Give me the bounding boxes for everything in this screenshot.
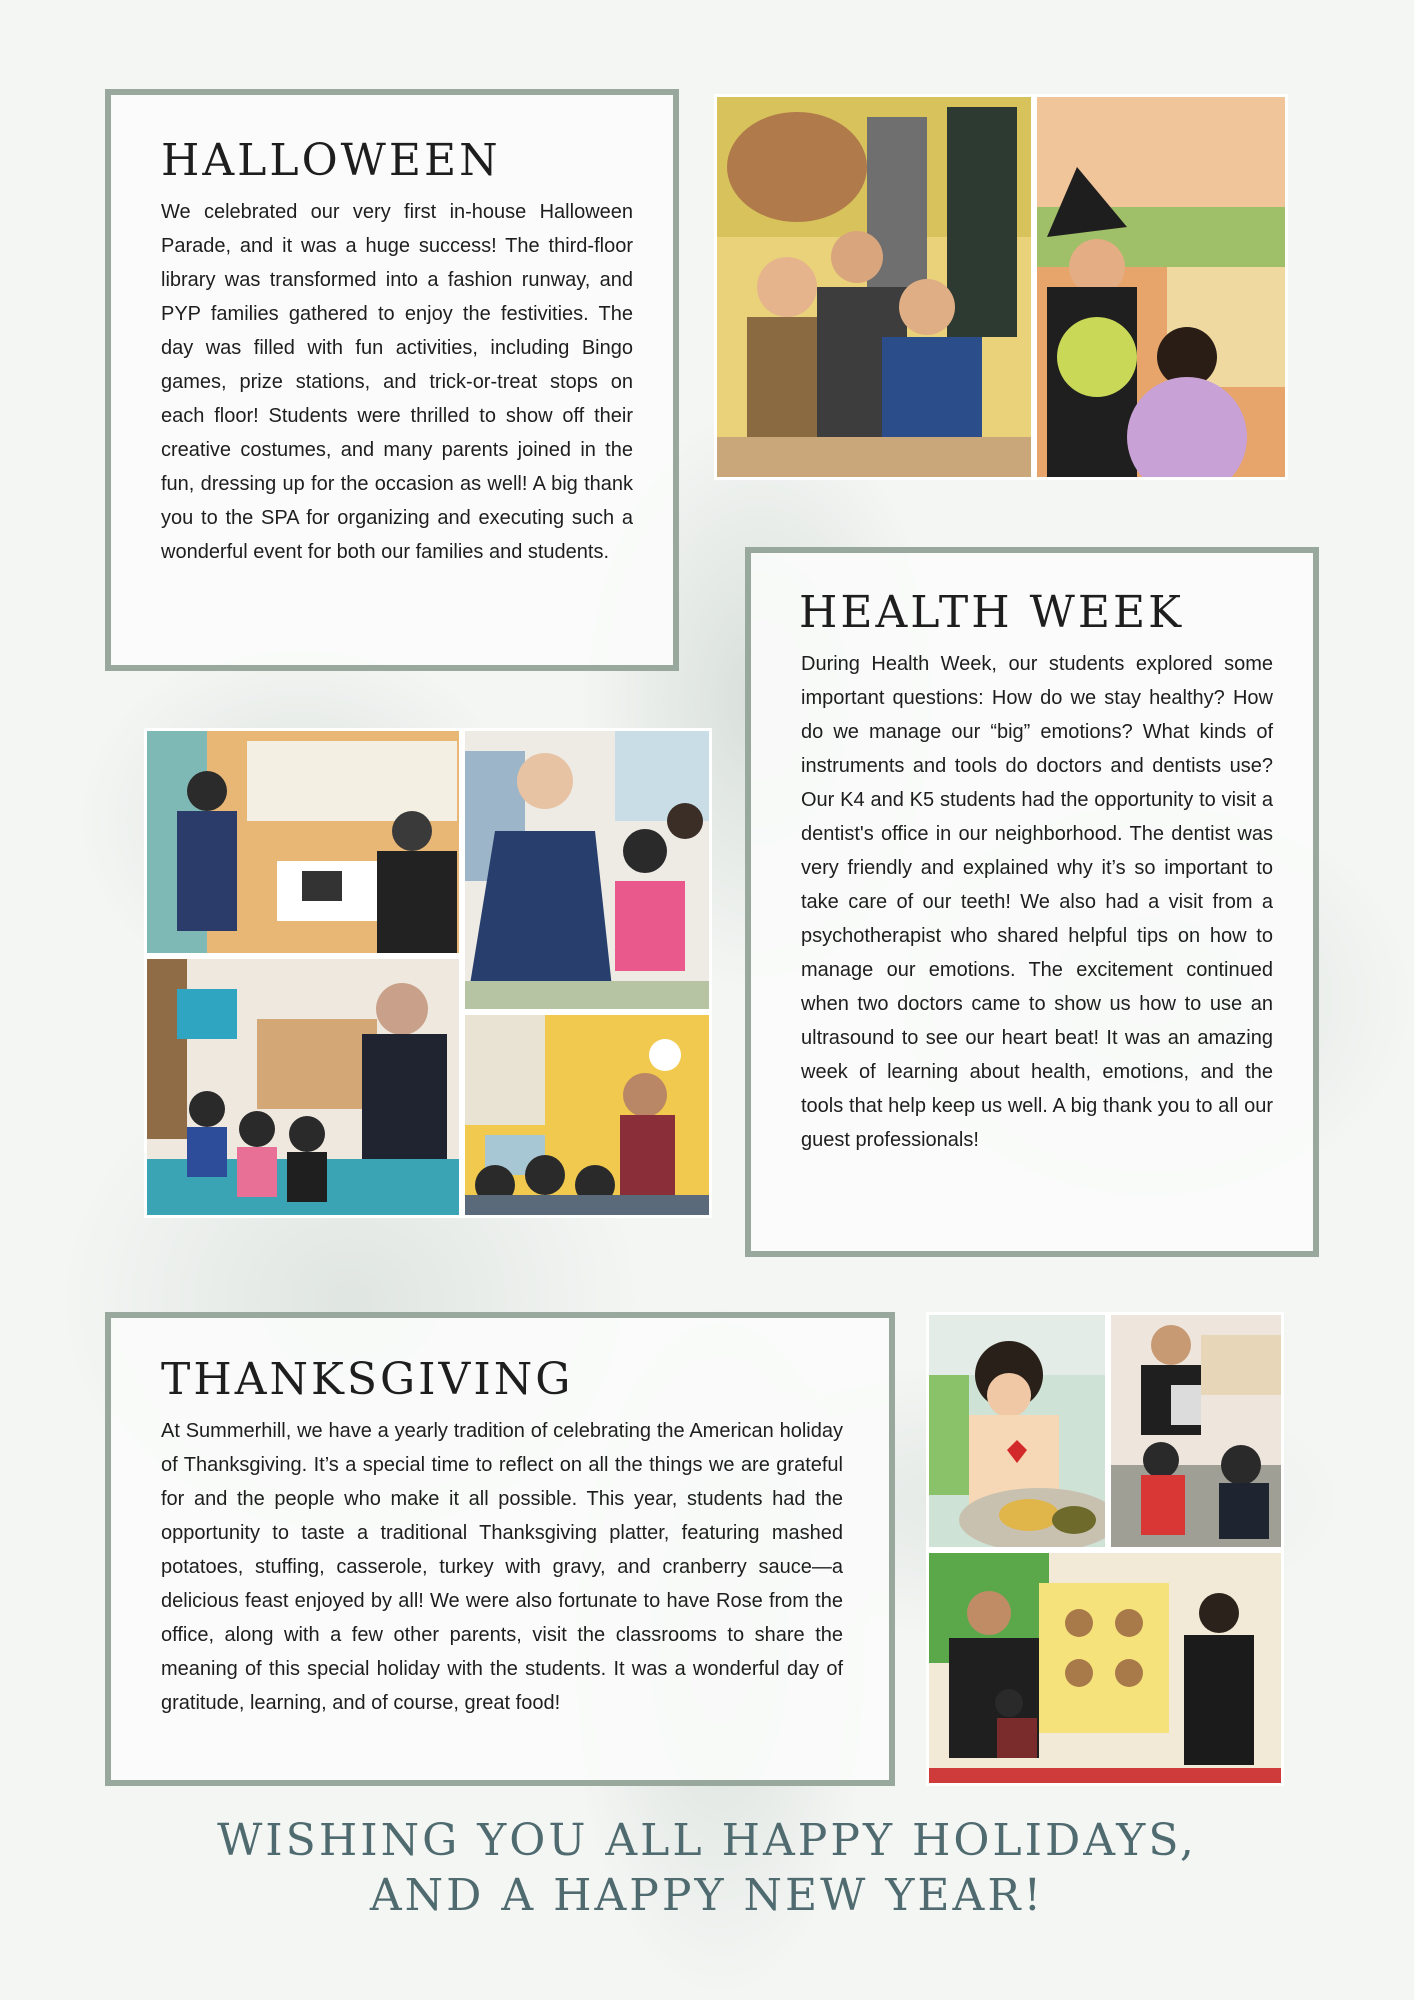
halloween-card (105, 89, 679, 671)
halloween-title: HALLOWEEN (161, 135, 501, 186)
holiday-greeting-line-1: WISHING YOU ALL HAPPY HOLIDAYS, (217, 1815, 1197, 1866)
health-week-card (745, 547, 1319, 1257)
halloween-photo-costume-parade (1034, 94, 1288, 480)
health-photo-psychotherapist (144, 956, 462, 1218)
thanksgiving-title: THANKSGIVING (161, 1354, 574, 1405)
health-week-body: During Health Week, our students explored some important questions: How do we stay healthy? How do we manage our “big” emotions? What kinds of instruments and tools do doctors and dentists use? Our K4 and K5 students had the opportunity to visit a dentist's office in our neighborhood. The dentist was very friendly and explained why it’s so important to take care of our teeth! We also had a visit from a psychotherapist who shared helpful tips on how to manage our emotions. The excitement continued when two doctors came to show us how to use an ultrasound to see our heart beat! It was an amazing week of learning about health, emotions, and the tools that help keep us well. A big thank you to all our guest professionals! (801, 653, 1273, 1151)
holiday-greeting-line-2: AND A HAPPY NEW YEAR! (369, 1870, 1045, 1921)
thanksgiving-photo-classroom-reading (1108, 1312, 1284, 1550)
thanksgiving-body: At Summerhill, we have a yearly tradition of celebrating the American holiday of Thanksgiving. It’s a special time to reflect on all the things we are grateful for and the people who make it all possible. This year, students had the opportunity to taste a traditional Thanksgiving platter, featuring mashed potatoes, stuffing, casserole, turkey with gravy, and cranberry sauce—a delicious feast enjoyed by all! We were also fortunate to have Rose from the office, along with a few other parents, visit the classrooms to share the meaning of this special holiday with the students. It was a wonderful day of gratitude, learning, and of course, great food! (161, 1420, 843, 1714)
health-week-title: HEALTH WEEK (799, 587, 1184, 638)
health-photo-ultrasound (144, 728, 462, 956)
halloween-photo-dinosaur-costumes (714, 94, 1034, 480)
thanksgiving-photo-platter (926, 1312, 1108, 1550)
health-photo-dentist-visit (462, 1012, 712, 1218)
thanksgiving-photo-presentation (926, 1550, 1284, 1786)
thanksgiving-card (105, 1312, 895, 1786)
halloween-body: We celebrated our very first in-house Halloween Parade, and it was a huge success! The third-floor library was transformed into a fashion runway, and PYP families gathered to enjoy the festivities. The day was filled with fun activities, including Bingo games, prize stations, and trick-or-treat stops on each floor! Students were thrilled to show off their creative costumes, and many parents joined in the fun, dressing up for the occasion as well! A big thank you to the SPA for organizing and executing such a wonderful event for both our families and students. (161, 201, 633, 563)
health-photo-stethoscope (462, 728, 712, 1012)
